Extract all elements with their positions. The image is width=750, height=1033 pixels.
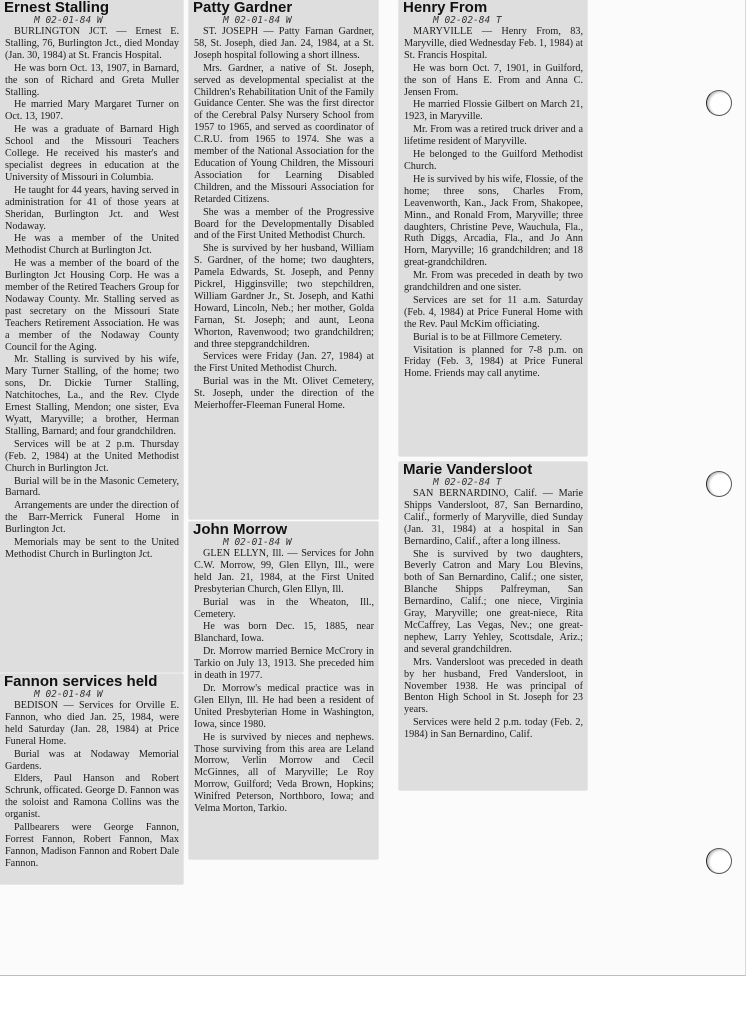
binder-hole bbox=[706, 471, 732, 497]
paragraph: BURLINGTON JCT. — Ernest E. Stalling, 76, Burlington Jct., died Monday (Jan. 30, 1984) at St. Francis Hospital. bbox=[5, 26, 179, 61]
paragraph: Services are set for 11 a.m. Saturday (Feb. 4, 1984) at Price Funeral Home with the Rev. Paul McKim officiating. bbox=[404, 294, 583, 330]
obituary-clipping bbox=[0, 674, 183, 884]
clipping-body bbox=[399, 26, 587, 380]
paragraph: He was a graduate of Barnard High School and the Missouri Teachers College. He received his master's and specialist degrees in education at the University of Missouri in Columbia. bbox=[5, 124, 179, 183]
paragraph: Burial is to be at Fillmore Cemetery. bbox=[413, 331, 563, 343]
clipping-body bbox=[189, 26, 378, 412]
obituary-clipping bbox=[189, 522, 378, 859]
paragraph: SAN BERNARDINO, Calif. — Marie Shipps Vandersloot, 87, San Bernardino, Calif., formerly of Maryville, died Sunday (Jan. 31, 1984) at a hospital in San Bernardino, Calif., after a long illness. bbox=[404, 488, 583, 547]
paragraph: He taught for 44 years, having served in administration for 41 of those years at Sheridan, Burlington Jct. and West Nodaway. bbox=[5, 184, 179, 232]
paragraph: She is survived by two daughters, Beverly Catron and Mary Lou Blevins, both of San Bernardino, Calif.; one sister, Blanche Shipps Palfreyman, San Bernardino, Calif.; one niece, Virginia Gray, Maryville; one great-niece, Rita McCaffrey, Las Vegas, Nev.; one great-nephew, Larry Yehley, Scottsdale, Ariz.; and several grandchildren. bbox=[404, 548, 583, 655]
paragraph: He is survived by nieces and nephews. Those surviving from this area are Leland Morrow, Verlin Morrow and Cecil McGinnes, all of Maryville; Le Roy Morrow, Guilford; Veda Brown, Hopkins; Winifred Peterson, Northboro, Iowa; and Velma Morton, Tarkio. bbox=[194, 731, 374, 815]
paragraph: Services were held 2 p.m. today (Feb. 2, 1984) in San Bernardino, Calif. bbox=[404, 717, 583, 741]
clipping-headline: Patty Gardner bbox=[193, 0, 293, 16]
paragraph: Dr. Morrow's medical practice was in Glen Ellyn, Ill. He had been a resident of United Presbyterian Home in Washington, Iowa, since 1980. bbox=[194, 682, 374, 730]
paragraph: GLEN ELLYN, Ill. — Services for John C.W. Morrow, 99, Glen Ellyn, Ill., were held Jan. 21, 1984, at the First United Presbyterian Church, Glen Ellyn, Ill. bbox=[194, 548, 374, 595]
paragraph: Pallbearers were George Fannon, Forrest Fannon, Robert Fannon, Max Fannon, Madison Fannon and Robert Dale Fannon. bbox=[5, 822, 179, 869]
paragraph: Mrs. Vandersloot was preceded in death by her husband, Fred Vandersloot, in November 1938. He was principal of Benton High School in St. Joseph for 23 years. bbox=[404, 656, 583, 716]
binder-hole bbox=[706, 848, 732, 874]
clipping-body bbox=[399, 488, 587, 741]
paragraph: MARYVILLE — Henry From, 83, Maryville, died Wednesday Feb. 1, 1984) at St. Francis Hospital. bbox=[404, 26, 583, 61]
obituary-clipping bbox=[0, 0, 183, 672]
obituary-clipping bbox=[399, 462, 587, 790]
paragraph: BEDISON — Services for Orville E. Fannon, who died Jan. 25, 1984, were held Saturday (Jan. 28, 1984) at Price Funeral Home. bbox=[5, 700, 179, 747]
paragraph: Mr. From was preceded in death by two grandchildren and one sister. bbox=[404, 270, 583, 294]
paragraph: She is survived by her husband, William S. Gardner, of the home; two daughters, Pamela Edwards, St. Joseph, and Penny Pickrel, Higginsville; two stepchildren, William Gardner Jr., St. Joseph, and Kathi Howard, Lincoln, Neb.; her mother, Golda Farnan, St. Joseph; and aunt, Leona Whorton, Ravenwood; two grandchildren; and three stepgrandchildren. bbox=[194, 243, 374, 350]
paragraph: He is survived by his wife, Flossie, of the home; three sons, Charles From, Leavenworth, Kan., Jack From, Shakopee, Minn., and Ronald From, Maryville; three daughters, Christine Peve, Wauchula, Fla., Ruth Diggs, Arcadia, Fla., and Jo Ann Horn, Maryville; 16 grandchildren; and 18 great-grandchildren. bbox=[404, 173, 583, 269]
obituary-clipping bbox=[399, 0, 587, 456]
paragraph: Burial was in the Mt. Olivet Cemetery, St. Joseph, under the direction of the Meierhoffer-Fleeman Funeral Home. bbox=[194, 376, 374, 412]
handwritten-date-note: M 02-01-84 W bbox=[223, 537, 292, 548]
paragraph: He belonged to the Guilford Methodist Church. bbox=[404, 149, 583, 172]
handwritten-date-note: M 02-02-84 T bbox=[433, 477, 502, 488]
clipping-body bbox=[0, 26, 183, 561]
paragraph: He was a member of the United Methodist Church at Burlington Jct. bbox=[5, 233, 179, 257]
paragraph: He was born Oct. 7, 1901, in Guilford, the son of Hans E. From and Anna C. Jensen From. bbox=[404, 62, 583, 98]
clipping-headline: Ernest Stalling bbox=[4, 0, 110, 16]
clipping-headline: Henry From bbox=[403, 0, 488, 16]
paragraph: Elders, Paul Hanson and Robert Schrunk, officated. George D. Fannon was the soloist and Ramona Collins was the organist. bbox=[5, 773, 179, 821]
paragraph: Services were Friday (Jan. 27, 1984) at the First United Methodist Church. bbox=[194, 351, 374, 375]
paragraph: Visitation is planned for 7-8 p.m. on Friday (Feb. 3, 1984) at Price Funeral Home. Friends may call anytime. bbox=[404, 344, 583, 380]
paragraph: Burial was at Nodaway Memorial Gardens. bbox=[5, 748, 179, 772]
paragraph: Memorials may be sent to the United Methodist Church in Burlington Jct. bbox=[5, 537, 179, 560]
paragraph: She was a member of the Progressive Board for the Developmentally Disabled and of the First United Methodist Church. bbox=[194, 206, 374, 242]
handwritten-date-note: M 02-01-84 W bbox=[223, 15, 292, 26]
clipping-body bbox=[0, 700, 183, 870]
paragraph: ST. JOSEPH — Patty Farnan Gardner, 58, St. Joseph, died Jan. 24, 1984, at a St. Joseph hospital following a short illness. bbox=[194, 26, 374, 61]
binder-hole bbox=[706, 90, 732, 116]
paragraph: Mrs. Gardner, a native of St. Joseph, served as developmental specialist at the Children's Rehabilitation Unit of the Family Guidance Center. She was the first director of the Cerebral Palsy Nursery School from 1957 to 1965, and served as coordinator of C.R.U. from 1965 to 1974. She was a member of the National Association for the Education of Young Children, the Missouri Association for Learning Disabled Children, and the Missouri Association for Retarded Citizens. bbox=[194, 62, 374, 205]
paragraph: Mr. Stalling is survived by his wife, Mary Turner Stalling, of the home; two sons, Dr. Dickie Turner Stalling, Natchitoches, La., and the Rev. Clyde Ernest Stalling, Mendon; one sister, Eva Wyatt, Maryville; a brother, Herman Stalling, Barnard; and four grandchildren. bbox=[5, 354, 179, 437]
clipping-headline: John Morrow bbox=[193, 522, 288, 538]
paragraph: Burial was in the Wheaton, Ill., Cemetery. bbox=[194, 596, 374, 620]
clipping-headline: Marie Vandersloot bbox=[403, 462, 533, 478]
obituary-clipping bbox=[189, 0, 378, 519]
paragraph: Dr. Morrow married Bernice McCrory in Tarkio on July 13, 1913. She preceded him in death in 1977. bbox=[194, 646, 374, 682]
paragraph: Mr. From was a retired truck driver and a lifetime resident of Maryville. bbox=[404, 124, 583, 148]
handwritten-date-note: M 02-01-84 W bbox=[34, 689, 103, 700]
paragraph: Burial will be in the Masonic Cemetery, Barnard. bbox=[5, 475, 179, 499]
paragraph: He was a member of the board of the Burlington Jct Housing Corp. He was a member of the Retired Teachers Group for Nodaway County. Mr. Stalling served as past secretary on the Missouri State Teachers Retirement Association. He was a member of the Nodaway County Council for the Aging. bbox=[5, 258, 179, 353]
paragraph: He was born Dec. 15, 1885, near Blanchard, Iowa. bbox=[194, 621, 374, 645]
clipping-body bbox=[189, 548, 378, 815]
paragraph: He was born Oct. 13, 1907, in Barnard, the son of Richard and Greta Muller Stalling. bbox=[5, 62, 179, 98]
clipping-headline: Fannon services held bbox=[4, 674, 158, 690]
handwritten-date-note: M 02-01-84 W bbox=[34, 15, 103, 26]
handwritten-date-note: M 02-02-84 T bbox=[433, 15, 502, 26]
paragraph: Arrangements are under the direction of the Barr-Merrick Funeral Home in Burlington Jct. bbox=[5, 500, 179, 536]
paragraph: He married Mary Margaret Turner on Oct. 13, 1907. bbox=[5, 99, 179, 123]
paragraph: He married Flossie Gilbert on March 21, 1923, in Maryville. bbox=[404, 99, 583, 123]
paragraph: Services will be at 2 p.m. Thursday (Feb. 2, 1984) at the United Methodist Church in Burlington Jct. bbox=[5, 438, 179, 474]
